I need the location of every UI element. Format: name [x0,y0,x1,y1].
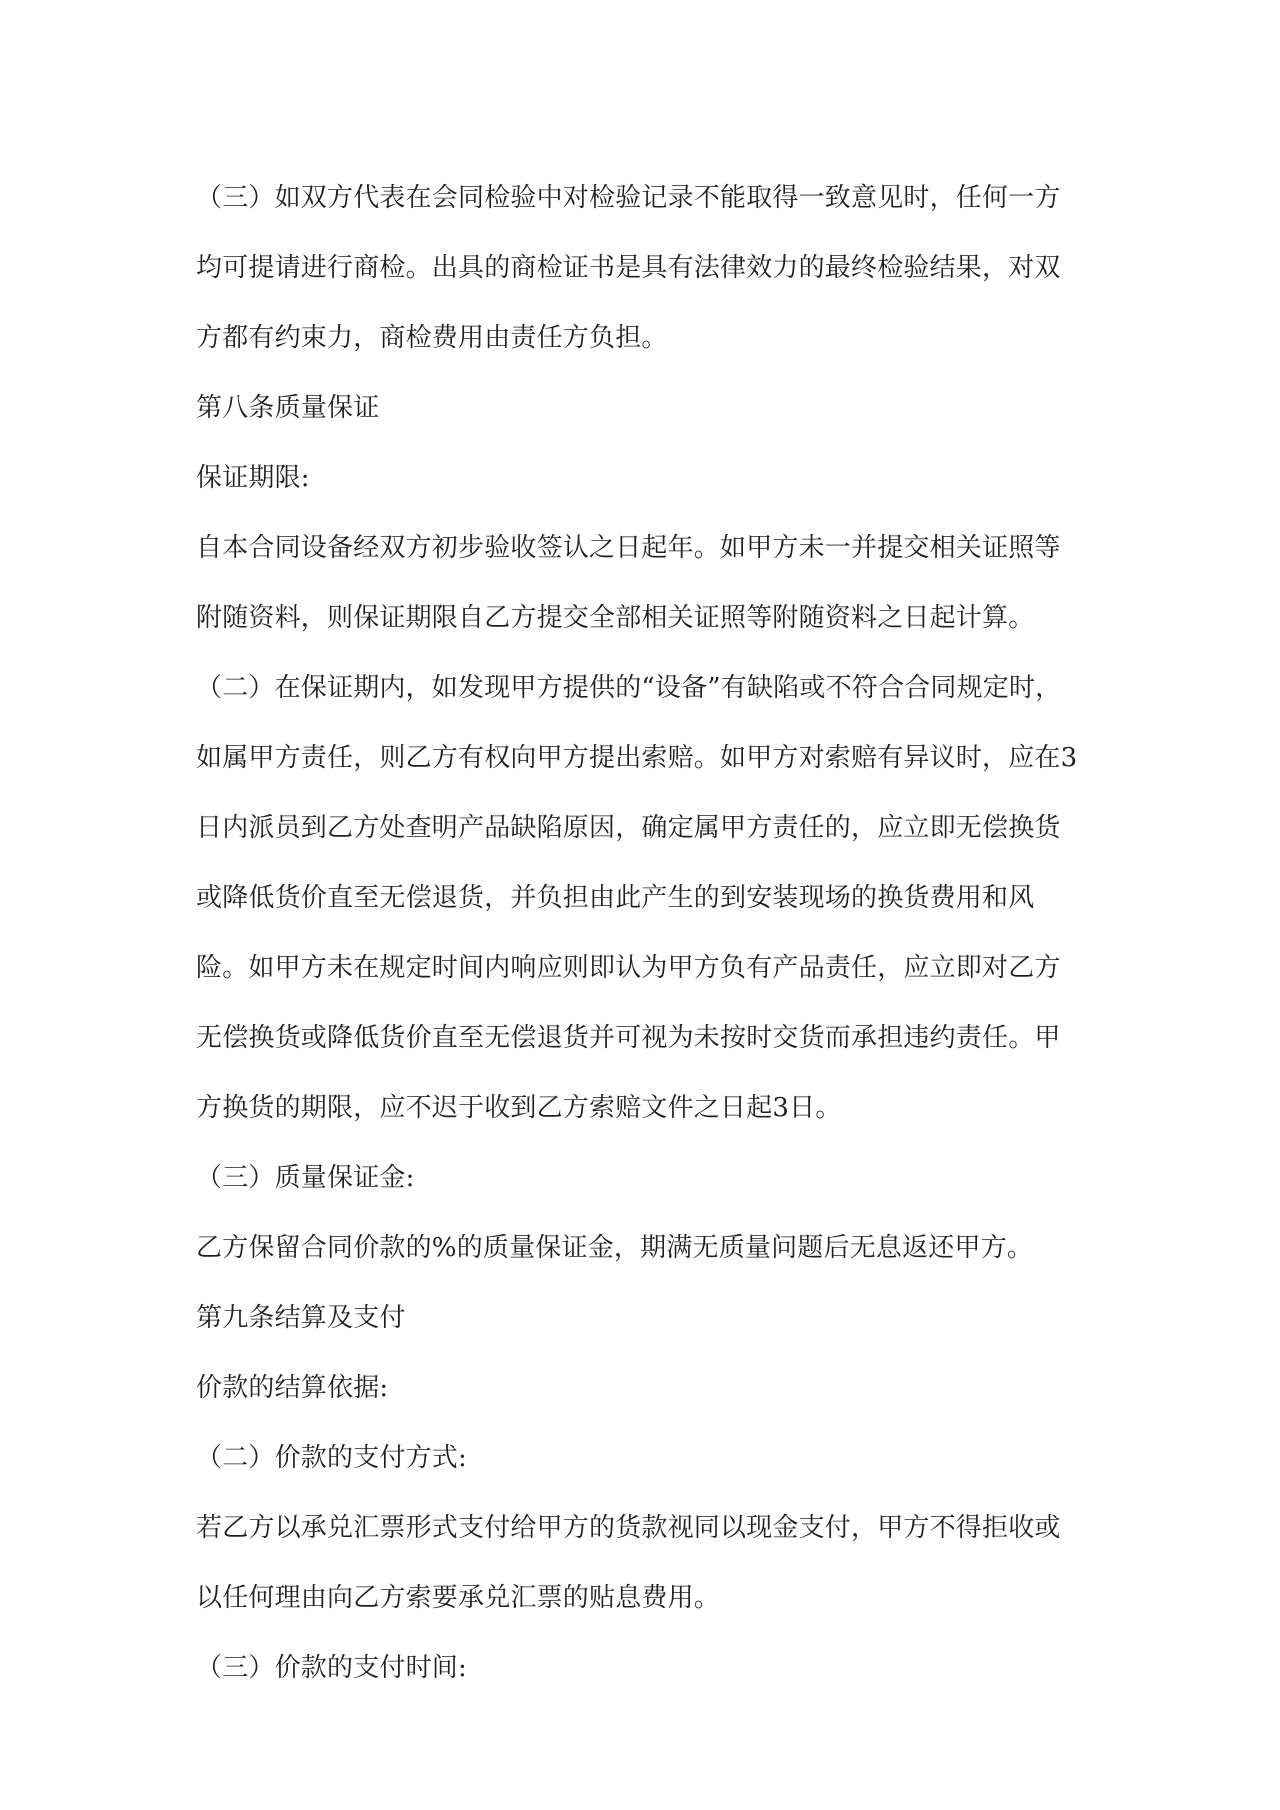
label-quality-deposit: （三）质量保证金: [196,1163,415,1193]
paragraph-inspection-dispute: （三）如双方代表在会同检验中对检验记录不能取得一致意见时，任何一方均可提请进行商检。出具的商检证书是具有法律效力的最终检验结果，对双方都有约束力，商检费用由责任方负担。 [196,183,1061,353]
label-settlement-basis: 价款的结算依据: [196,1373,389,1403]
paragraph-defect-claim: （二）在保证期内，如发现甲方提供的“设备”有缺陷或不符合合同规定时，如属甲方责任，则乙方有权向甲方提出索赔。如甲方对索赔有异议时，应在3日内派员到乙方处查明产品缺陷原因，确定属甲方责任的，应立即无偿换货或降低货价直至无偿退货，并负担由此产生的到安装现场的换货费用和风险。如甲方未在规定时间内响应则即认为甲方负有产品责任，应立即对乙方无偿换货或降低货价直至无偿退货并可视为未按时交货而承担违约责任。甲方换货的期限，应不迟于收到乙方索赔文件之日起3日。 [196,673,1078,1123]
heading-article-8-quality-guarantee: 第八条质量保证 [196,393,380,423]
label-guarantee-period: 保证期限: [196,463,310,493]
paragraph-quality-deposit: 乙方保留合同价款的%的质量保证金，期满无质量问题后无息返还甲方。 [196,1233,1034,1263]
document-body [196,163,1086,1703]
heading-article-9-settlement-payment: 第九条结算及支付 [196,1303,406,1333]
label-payment-time: （三）价款的支付时间: [196,1653,467,1683]
paragraph-guarantee-period: 自本合同设备经双方初步验收签认之日起年。如甲方未一并提交相关证照等附随资料，则保证期限自乙方提交全部相关证照等附随资料之日起计算。 [196,533,1061,633]
label-payment-method: （二）价款的支付方式: [196,1443,467,1473]
paragraph-acceptance-bill: 若乙方以承兑汇票形式支付给甲方的货款视同以现金支付，甲方不得拒收或以任何理由向乙方索要承兑汇票的贴息费用。 [196,1513,1061,1613]
